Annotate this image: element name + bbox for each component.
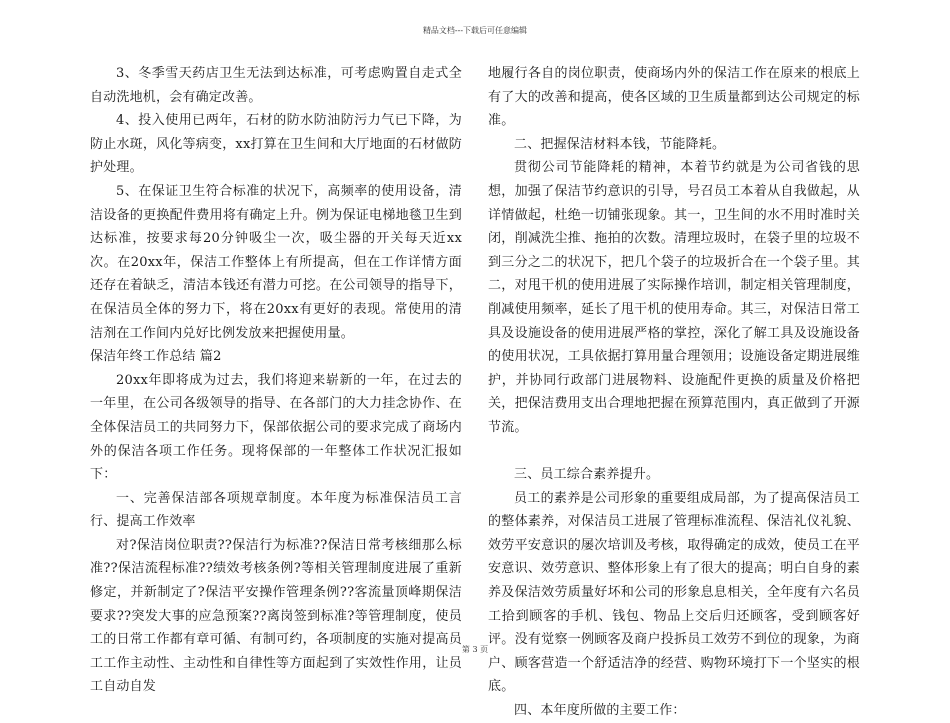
paragraph: 20xx年即将成为过去，我们将迎来崭新的一年，在过去的一年里，在公司各级领导的指导、在各部门的大力挂念协作、在全体保洁员工的共同努力下，保部依据公司的要求完成了商场内外的保洁各项工作任务。现将保部的一年整体工作状况汇报如下： [90, 372, 462, 483]
paragraph: 3、冬季雪天药店卫生无法到达标准，可考虑购置自走式全自动洗地机，会有确定改善。 [90, 66, 462, 105]
subsection-heading: 三、员工综合素养提升。 [514, 467, 660, 483]
subsection-heading: 二、把握保洁材料本钱，节能降耗。 [514, 136, 726, 152]
paragraph: 地履行各自的岗位职责，使商场内外的保洁工作在原来的根底上有了大的改善和提高，使各区域的卫生质量都到达公司规定的标准。 [488, 66, 860, 129]
left-column [90, 62, 462, 699]
right-column [488, 62, 860, 723]
paragraph: 5、在保证卫生符合标准的状况下，高频率的使用设备，清洁设备的更换配件费用将有确定上升。例为保证电梯地毯卫生到达标准，按要求每20分钟吸尘一次，吸尘器的开关每天近xx次。在20xx年，保洁工作整体上有所提高，但在工作详情方面还存在着缺乏，清洁本钱还有潜力可挖。在公司领导的指导下，在保洁员全体的努力下，将在20xx有更好的表现。常使用的清洁剂在工作间内兑好比例发放来把握使用量。 [90, 183, 462, 341]
paragraph: 员工的素养是公司形象的重要组成局部，为了提高保洁员工的整体素养，对保洁员工进展了管理标准流程、保洁礼仪礼貌、效劳平安意识的屡次培训及考核，取得确定的成效，使员工在平安意识、效劳意识、整体形象上有了很大的提高；明白自身的素养及保洁效劳质量好坏和公司的形象息息相关，全年度有六名员工拾到顾客的手机、钱包、物品上交后归还顾客，受到顾客好评。没有觉察一例顾客及商户投拆员工效劳不到位的现象，为商户、顾客营造一个舒适洁净的经营、购物环境打下一个坚实的根底。 [488, 490, 860, 695]
page-number: 第 3 页 [461, 645, 489, 654]
section-heading: 保洁年终工作总结 篇2 [90, 349, 222, 365]
paragraph: 贯彻公司节能降耗的精神，本着节约就是为公司省钱的思想，加强了保洁节约意识的引导，号召员工本着从自我做起，从详情做起，杜绝一切铺张现象。其一，卫生间的水不用时准时关闭，削减洗尘推、拖拍的次数。清理垃圾时，在袋子里的垃圾不到三分之二的状况下，把几个袋子的垃圾折合在一个袋子里。其二，对甩干机的使用进展了实际操作培训，制定相关管理制度，削减使用频率，延长了甩干机的使用寿命。其三，对保洁日常工具及设施设备的使用进展严格的掌控，深化了解工具及设施设备的使用状况，工具依据打算用量合理领用；设施设备定期进展维护，并协同行政部门进展物料、设施配件更换的质量及价格把关，把保洁费用支出合理地把握在预算范围内，真正做到了开源节流。 [488, 160, 860, 435]
paragraph: 4、投入使用已两年，石材的防水防油防污力气已下降，为防止水斑，风化等病变，xx打算在卫生间和大厅地面的石材做防护处理。 [90, 113, 462, 176]
page-header: 精品文档---下载后可任意编辑 [422, 26, 528, 35]
paragraph: 一、完善保洁部各项规章制度。本年度为标准保洁员工言行、提高工作效率 [90, 490, 462, 530]
paragraph: 对?保洁岗位职责??保洁行为标准??保洁日常考核细那么标准??保洁流程标准??绩效考核条例?等相关管理制度进展了重新修定，并新制定了?保洁平安操作管理条例??客流量顶峰期保洁要求??突发大事的应急预案??离岗签到标准?等管理制度，使员工的日常工作都有章可循、有制可约，各项制度的实施对提高员工工作主动性、主动性和自律性等方面起到了实效性作用，让员工自动自发 [90, 537, 462, 695]
subsection-heading: 四、本年度所做的主要工作： [514, 703, 686, 719]
